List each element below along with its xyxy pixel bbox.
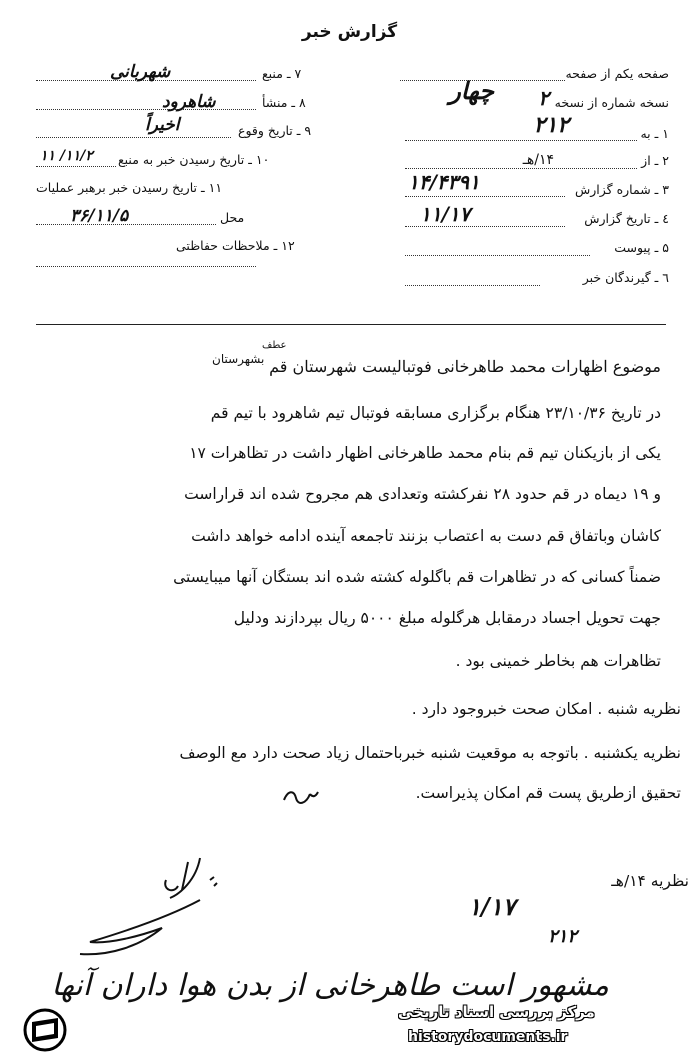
report-date-label: ٤ ـ تاریخ گزارش <box>584 211 669 226</box>
body-line-1: در تاریخ ۲۳/۱۰/۳۶ هنگام برگزاری مسابقه فوتبال تیم شاهرود با تیم قم <box>210 404 661 422</box>
recipients-label: ٦ ـ گیرندگان خبر <box>582 270 669 285</box>
page-title: گزارش خبر <box>301 22 398 42</box>
notes-dots <box>36 266 256 267</box>
subject-text: اظهارات محمد طاهرخانی فوتبالیست شهرستان قم <box>269 357 608 376</box>
from-label: ۲ ـ از <box>641 153 669 168</box>
to-label: ۱ ـ به <box>640 126 669 141</box>
subject-line <box>269 357 661 376</box>
body-line-3: و ۱۹ دیماه در قم حدود ۲۸ نفرکشته وتعدادی هم مجروح شده اند قراراست <box>184 485 661 503</box>
event-date-dots <box>36 137 231 138</box>
archive-logo-icon <box>22 1008 68 1052</box>
body-line-7: تظاهرات هم بخاطر خمینی بود . <box>455 652 661 670</box>
report-no-label: ۳ ـ شماره گزارش <box>574 182 669 197</box>
origin-value: شاهرود <box>162 92 216 112</box>
header-divider <box>36 324 666 325</box>
copy-of-value: چهار <box>449 76 494 105</box>
body-line-5: ضمناً کسانی که در تظاهرات قم باگلوله کشته شده اند بستگان آنها میبایستی <box>173 568 661 586</box>
source-label: ۷ ـ منبع <box>262 66 302 81</box>
report-no-value: ۱۴/۴۳۹۱ <box>408 170 480 194</box>
footer-handwritten-note: مشهور است طاهرخانی از بدن هوا داران آنها <box>51 968 609 1003</box>
report-no-dots <box>405 196 565 197</box>
place-value: ۳۶/۱۱/۵ <box>70 206 129 226</box>
ops-date-label: ۱۱ ـ تاریخ رسیدن خبر برهبر عملیات <box>36 180 223 195</box>
body-line-2: یکی از بازیکنان تیم قم بنام محمد طاهرخانی اظهار داشت در تظاهرات ۱۷ <box>189 444 661 462</box>
subject-insert-mark: بشهرستان <box>212 352 265 366</box>
notes-label: ۱۲ ـ ملاحظات حفاظتی <box>176 238 295 253</box>
assessment-saturday: نظریه شنبه . امکان صحت خبروجود دارد . <box>411 700 681 718</box>
place-label: محل <box>220 210 245 225</box>
assessment-sunday-cont: تحقیق ازطریق پست قم امکان پذیراست. <box>415 784 681 802</box>
to-dots <box>405 140 637 141</box>
attachment-dots <box>405 255 590 256</box>
arrival-date-dots <box>36 166 116 167</box>
arrival-date-value: ۱۱/۲/ ۱۱ <box>40 148 93 164</box>
to-value: ۲۱۲ <box>533 112 569 138</box>
body-line-4: کاشان وباتفاق قم دست به اعتصاب بزنند تاجمعه آینده ادامه خواهد داشت <box>191 527 661 545</box>
attachment-label: ۵ ـ پیوست <box>614 240 669 255</box>
watermark-name: مرکز بررسی اسناد تاریخی <box>398 1003 595 1021</box>
initials-mark <box>280 786 320 808</box>
copy-number: ۲ <box>538 86 549 110</box>
final-hand-code: ۲۱۲ <box>548 926 578 947</box>
recipients-dots <box>405 285 540 286</box>
subject-label: موضوع <box>612 357 661 376</box>
arrival-date-label: ۱۰ ـ تاریخ رسیدن خبر به منبع <box>118 152 270 167</box>
final-hand-date: ۱/۱۷ <box>468 892 516 921</box>
source-value: شهربانی <box>110 62 171 82</box>
assessment-sunday: نظریه یکشنبه . باتوجه به موقعیت شنبه خبرباحتمال زیاد صحت دارد مع الوصف <box>179 744 681 762</box>
from-dots <box>405 168 637 169</box>
signature <box>70 850 220 960</box>
page-count-label: صفحه یکم از صفحه <box>565 66 669 81</box>
copy-label: نسخه شماره از نسخه <box>554 95 669 110</box>
final-opinion-label: نظریه ۱۴/هـ <box>611 872 689 890</box>
origin-label: ۸ ـ منشأ <box>262 95 306 110</box>
report-date-dots <box>405 226 565 227</box>
watermark-url: historydocuments.ir <box>408 1029 568 1045</box>
origin-dots <box>36 109 256 110</box>
report-date-value: ۱۱/۱۷ <box>420 202 471 226</box>
body-line-6: جهت تحویل اجساد درمقابل هرگلوله مبلغ ۵۰۰۰ ریال بپردازند ودلیل <box>233 609 661 627</box>
event-date-label: ۹ ـ تاریخ وقوع <box>238 123 312 138</box>
event-date-value: اخیراً <box>145 115 180 135</box>
from-value: ۱۴/هـ <box>522 152 554 168</box>
subject-insert-above: عطف <box>262 340 287 351</box>
